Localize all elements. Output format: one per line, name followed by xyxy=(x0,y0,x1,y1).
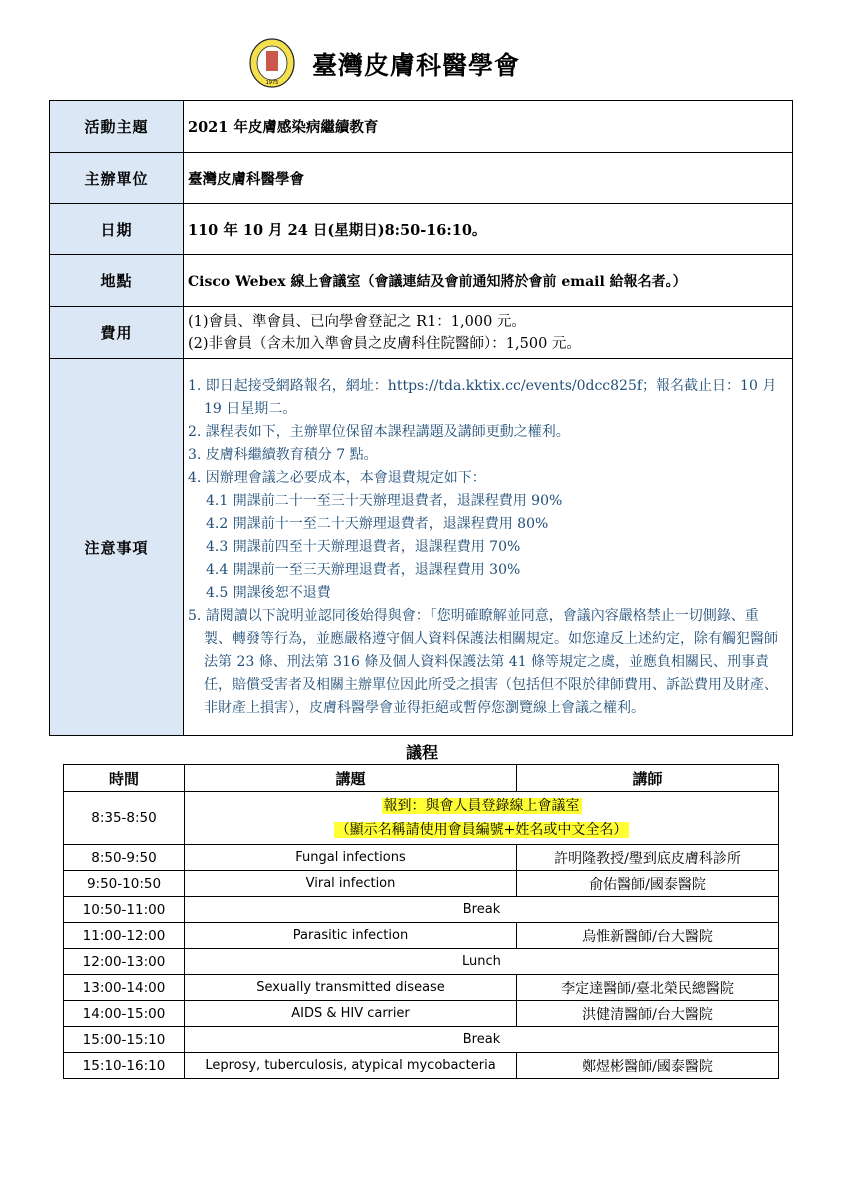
session-topic: AIDS & HIV carrier xyxy=(185,1001,517,1027)
note-4-3: 4.3 開課前四至十天辦理退費者，退課程費用 70% xyxy=(206,538,521,555)
header-topic: 講題 xyxy=(185,765,517,792)
registration-cell xyxy=(185,792,779,845)
header-speaker: 講師 xyxy=(517,765,779,792)
session-time: 9:50-10:50 xyxy=(64,871,185,897)
session-speaker: 李定達醫師/臺北榮民總醫院 xyxy=(517,975,779,1001)
session-time: 14:00-15:00 xyxy=(64,1001,185,1027)
notes-content xyxy=(184,359,793,736)
registration-row xyxy=(64,792,779,845)
svg-text:1975: 1975 xyxy=(265,80,279,86)
registration-time: 8:35-8:50 xyxy=(64,792,185,845)
fee-line-member: (1)會員、準會員、已向學會登記之 R1：1,000 元。 xyxy=(188,313,526,330)
note-1: 1. 即日起接受網路報名，網址：https://tda.kktix.cc/events/0dcc825f；報名截止日：10 月 19 日星期二。 xyxy=(188,377,777,417)
note-2: 2. 課程表如下，主辦單位保留本課程講題及講師更動之權利。 xyxy=(188,423,570,440)
fee-row xyxy=(50,307,793,359)
date-value: 110 年 10 月 24 日(星期日)8:50-16:10。 xyxy=(184,204,793,255)
session-topic: Sexually transmitted disease xyxy=(185,975,517,1001)
org-title: 臺灣皮膚科醫學會 xyxy=(312,51,521,80)
agenda-header-row xyxy=(64,765,779,792)
session-speaker: 鄭煜彬醫師/國泰醫院 xyxy=(517,1053,779,1079)
session-speaker: 許明隆教授/璺到底皮膚科診所 xyxy=(517,845,779,871)
agenda-table xyxy=(63,764,779,1079)
session-speaker: 烏惟新醫師/台大醫院 xyxy=(517,923,779,949)
session-topic: Viral infection xyxy=(185,871,517,897)
theme-value: 2021 年皮膚感染病繼續教育 xyxy=(184,101,793,153)
date-label: 日期 xyxy=(50,204,184,255)
agenda-title: 議程 xyxy=(405,743,438,762)
event-info-table xyxy=(49,100,793,736)
session-topic: Fungal infections xyxy=(185,845,517,871)
note-4-2: 4.2 開課前十一至二十天辦理退費者，退課程費用 80% xyxy=(206,515,549,532)
break-label: Break xyxy=(185,1027,779,1053)
fee-line-nonmember: (2)非會員（含未加入準會員之皮膚科住院醫師）：1,500 元。 xyxy=(188,335,581,352)
agenda-row xyxy=(64,1001,779,1027)
note-4-1: 4.1 開課前二十一至三十天辦理退費者，退課程費用 90% xyxy=(206,492,563,509)
session-time: 12:00-13:00 xyxy=(64,949,185,975)
agenda-break-row xyxy=(64,1027,779,1053)
page-header xyxy=(0,38,844,98)
note-4: 4. 因辦理會議之必要成本，本會退費規定如下： xyxy=(188,469,486,486)
note-3: 3. 皮膚科繼續教育積分 7 點。 xyxy=(188,446,378,463)
header-time: 時間 xyxy=(64,765,185,792)
session-time: 15:10-16:10 xyxy=(64,1053,185,1079)
break-label: Break xyxy=(185,897,779,923)
venue-row xyxy=(50,255,793,307)
session-topic: Parasitic infection xyxy=(185,923,517,949)
session-speaker: 俞佑醫師/國泰醫院 xyxy=(517,871,779,897)
agenda-row xyxy=(64,1053,779,1079)
notes-label: 注意事項 xyxy=(50,359,184,736)
session-speaker: 洪健清醫師/台大醫院 xyxy=(517,1001,779,1027)
registration-line-1: 報到：與會人員登錄線上會議室 xyxy=(383,798,580,814)
agenda-row xyxy=(64,871,779,897)
agenda-row xyxy=(64,975,779,1001)
venue-label: 地點 xyxy=(50,255,184,307)
fee-label: 費用 xyxy=(50,307,184,359)
session-time: 13:00-14:00 xyxy=(64,975,185,1001)
host-label: 主辦單位 xyxy=(50,153,184,204)
session-time: 10:50-11:00 xyxy=(64,897,185,923)
session-time: 11:00-12:00 xyxy=(64,923,185,949)
lunch-label: Lunch xyxy=(185,949,779,975)
session-time: 8:50-9:50 xyxy=(64,845,185,871)
session-time: 15:00-15:10 xyxy=(64,1027,185,1053)
fee-value xyxy=(184,307,793,359)
notes-row xyxy=(50,359,793,736)
theme-label: 活動主題 xyxy=(50,101,184,153)
theme-row xyxy=(50,101,793,153)
agenda-row xyxy=(64,923,779,949)
agenda-row xyxy=(64,845,779,871)
date-row xyxy=(50,204,793,255)
venue-value: Cisco Webex 線上會議室（會議連結及會前通知將於會前 email 給報名者。） xyxy=(184,255,793,307)
host-value: 臺灣皮膚科醫學會 xyxy=(184,153,793,204)
note-4-5: 4.5 開課後恕不退費 xyxy=(206,584,331,601)
note-5: 5. 請閱讀以下說明並認同後始得與會：「您明確瞭解並同意，會議內容嚴格禁止一切側錄、重製、轉發等行為，並應嚴格遵守個人資料保護法相關規定。如您違反上述約定，除有觸犯醫師法第 23 條、刑法第 316 條及個人資料保護法第 41 條等規定之虞，並應負相關民、刑事責任，賠償受害者及相關主辦單位因此所受之損害（包括但不限於律師費用、訴訟費用及財產、非財產上損害），皮膚科醫學會並得拒絕或暫停您瀏覽線上會議之權利。 xyxy=(188,607,778,716)
host-row xyxy=(50,153,793,204)
association-logo xyxy=(248,38,296,90)
agenda-break-row xyxy=(64,949,779,975)
session-topic: Leprosy, tuberculosis, atypical mycobacteria xyxy=(185,1053,517,1079)
agenda-break-row xyxy=(64,897,779,923)
note-4-4: 4.4 開課前一至三天辦理退費者，退課程費用 30% xyxy=(206,561,521,578)
registration-line-2: （顯示名稱請使用會員編號+姓名或中文全名） xyxy=(335,822,628,838)
